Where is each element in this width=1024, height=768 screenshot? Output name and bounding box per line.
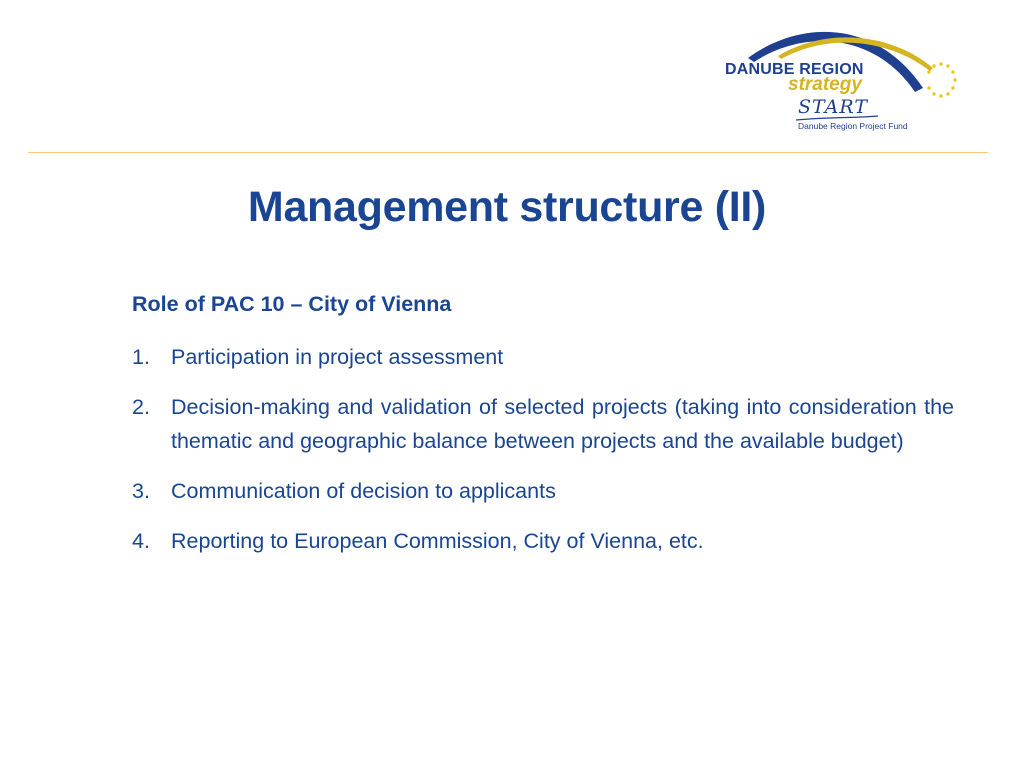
list-number: 2. xyxy=(132,395,150,419)
list-number: 4. xyxy=(132,529,150,553)
slide-title: Management structure (II) xyxy=(247,183,767,231)
list-text: Communication of decision to applicants xyxy=(171,479,556,503)
list-text: Reporting to European Commission, City of Vienna, etc. xyxy=(171,529,704,553)
list-item xyxy=(132,474,954,508)
list-number: 1. xyxy=(132,345,150,369)
subheading: Role of PAC 10 – City of Vienna xyxy=(132,292,452,316)
numbered-list xyxy=(132,340,954,558)
list-item xyxy=(132,390,954,458)
logo-title: DANUBE REGION xyxy=(725,61,864,78)
danube-region-strategy-logo xyxy=(718,26,968,138)
list-number: 3. xyxy=(132,479,150,503)
list-item xyxy=(132,340,954,374)
slide-content xyxy=(132,290,954,574)
logo-fund-text: Danube Region Project Fund xyxy=(798,121,908,131)
header-divider xyxy=(28,152,988,153)
logo-start: START xyxy=(798,96,869,118)
list-item xyxy=(132,524,954,558)
list-text: Decision-making and validation of selected projects (taking into consideration the thematic and geographic balance between projects and the available budget) xyxy=(171,395,954,453)
logo-strategy: strategy xyxy=(788,74,862,95)
list-text: Participation in project assessment xyxy=(171,345,504,369)
